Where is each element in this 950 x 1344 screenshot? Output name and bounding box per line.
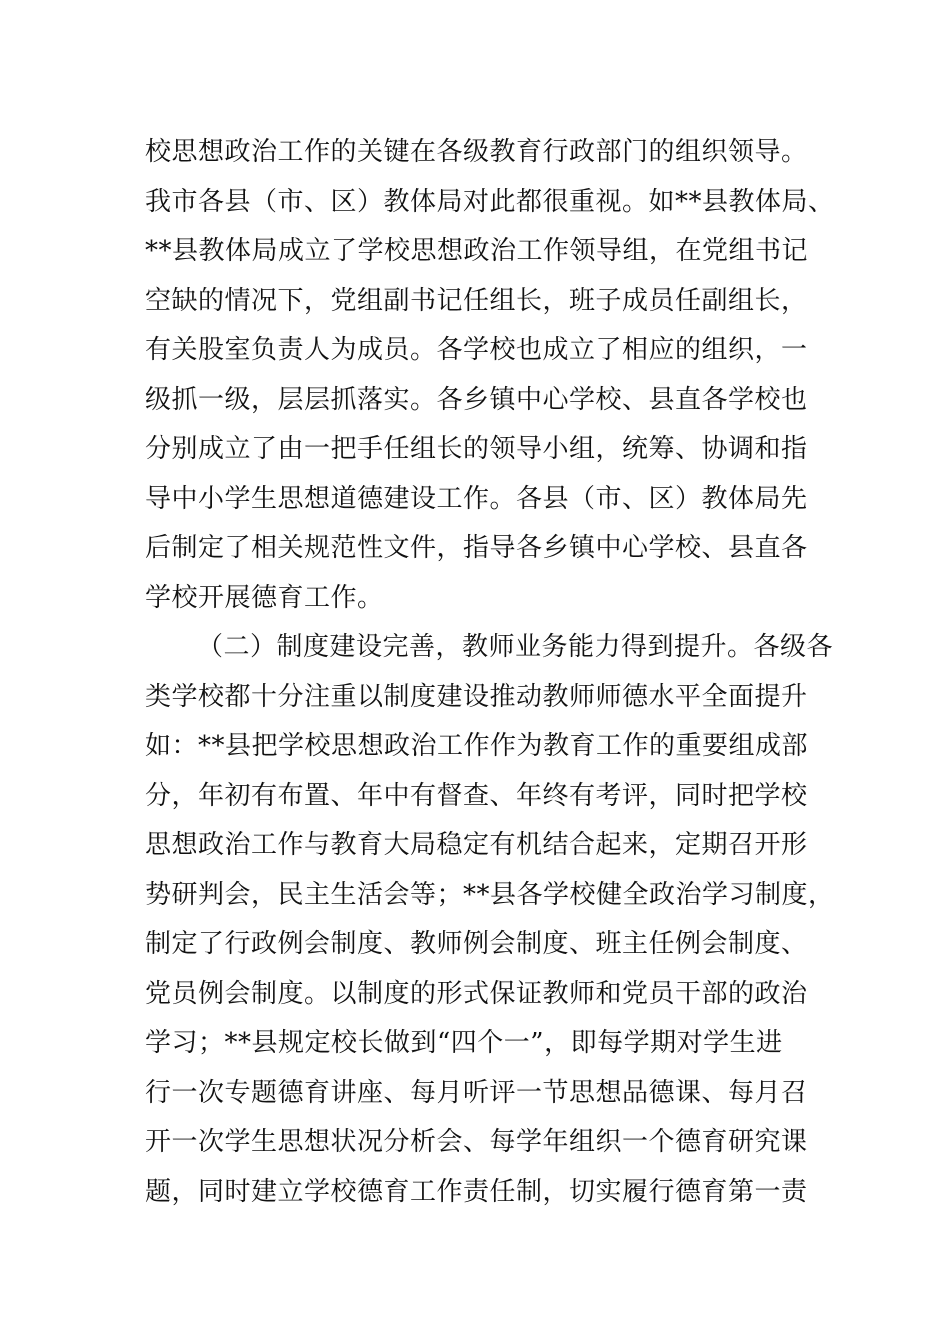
text-line: 行一次专题德育讲座、每月听评一节思想品德课、每月召 — [145, 1078, 808, 1108]
text-line: **县教体局成立了学校思想政治工作领导组，在党组书记 — [145, 236, 809, 266]
text-line: 级抓一级，层层抓落实。各乡镇中心学校、县直各学校也 — [145, 385, 808, 415]
paragraph-heading-line: （二）制度建设完善，教师业务能力得到提升。各级各 — [197, 632, 834, 662]
text-line: 校思想政治工作的关键在各级教育行政部门的组织领导。 — [145, 137, 808, 167]
text-line: 分别成立了由一把手任组长的领导小组，统筹、协调和指 — [145, 434, 808, 464]
text-line: 党员例会制度。以制度的形式保证教师和党员干部的政治 — [145, 979, 808, 1009]
text-line: 有关股室负责人为成员。各学校也成立了相应的组织，一 — [145, 335, 808, 365]
text-line: 如：**县把学校思想政治工作作为教育工作的重要组成部 — [145, 731, 809, 761]
text-line: 学校开展德育工作。 — [145, 583, 384, 613]
text-line: 后制定了相关规范性文件，指导各乡镇中心学校、县直各 — [145, 533, 808, 563]
text-line: 势研判会，民主生活会等；**县各学校健全政治学习制度， — [145, 880, 835, 910]
text-line: 制定了行政例会制度、教师例会制度、班主任例会制度、 — [145, 929, 808, 959]
text-line: 类学校都十分注重以制度建设推动教师师德水平全面提升 — [145, 682, 808, 712]
text-line: 导中小学生思想道德建设工作。各县（市、区）教体局先 — [145, 484, 808, 514]
text-line: 开一次学生思想状况分析会、每学年组织一个德育研究课 — [145, 1127, 808, 1157]
text-line: 题，同时建立学校德育工作责任制，切实履行德育第一责 — [145, 1177, 808, 1207]
text-line: 学习；**县规定校长做到“四个一”，即每学期对学生进 — [145, 1028, 783, 1058]
text-line: 分，年初有布置、年中有督查、年终有考评，同时把学校 — [145, 781, 808, 811]
text-line: 思想政治工作与教育大局稳定有机结合起来，定期召开形 — [145, 830, 808, 860]
text-line: 我市各县（市、区）教体局对此都很重视。如**县教体局、 — [145, 187, 835, 217]
text-line: 空缺的情况下，党组副书记任组长，班子成员任副组长， — [145, 286, 808, 316]
